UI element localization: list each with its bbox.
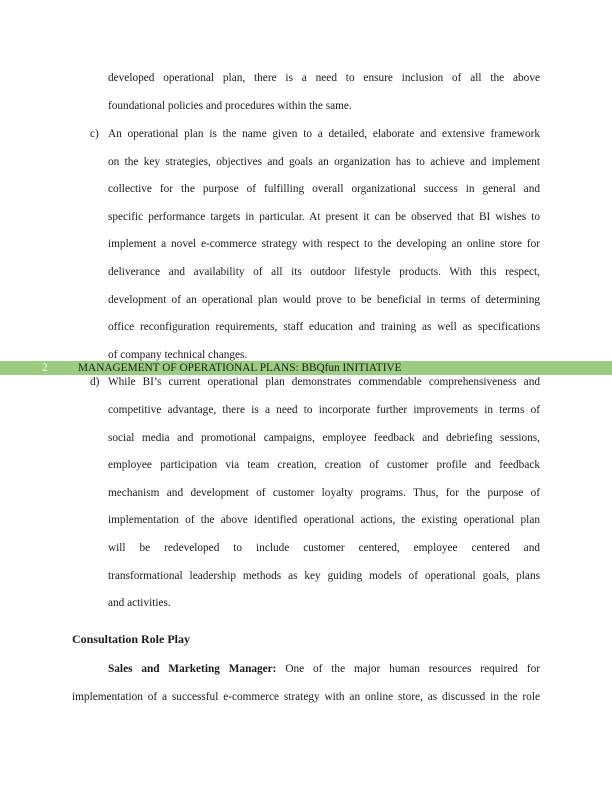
list-item-line: will be redeveloped to include customer centered, employee centered and	[108, 542, 540, 554]
list-item-line: mechanism and development of customer loyalty programs. Thus, for the purpose of	[108, 487, 540, 499]
list-item-line: implementation of the above identified operational actions, the existing operational plan	[108, 514, 540, 526]
section-heading: Consultation Role Play	[72, 632, 191, 646]
list-item-line: While BI’s current operational plan demonstrates commendable comprehensiveness and	[108, 376, 540, 388]
list-marker-d: d)	[90, 376, 100, 388]
running-title: MANAGEMENT OF OPERATIONAL PLANS: BBQfun INITIATIVE	[78, 362, 402, 374]
list-item-line: of company technical changes.	[108, 349, 248, 361]
list-item-line: competitive advantage, there is a need to incorporate further improvements in terms of	[108, 404, 540, 416]
list-item-line: implement a novel e-commerce strategy with respect to the developing an online store for	[108, 238, 540, 250]
paragraph-line: implementation of a successful e-commerce strategy with an online store, as discussed in the role	[72, 691, 540, 703]
list-item-line: deliverance and availability of all its outdoor lifestyle products. With this respect,	[108, 266, 540, 278]
list-item-line: social media and promotional campaigns, employee feedback and debriefing sessions,	[108, 432, 540, 444]
paragraph-line: foundational policies and procedures within the same.	[108, 100, 352, 112]
list-item-line: development of an operational plan would prove to be beneficial in terms of determining	[108, 294, 540, 306]
list-item-line: office reconfiguration requirements, staff education and training as well as specifications	[108, 321, 540, 333]
list-item-line: and activities.	[108, 597, 171, 609]
speaker-label: Sales and Marketing Manager:	[108, 663, 277, 675]
list-item-line: collective for the purpose of fulfilling overall organizational success in general and	[108, 183, 540, 195]
page-number: 2	[42, 362, 48, 374]
list-item-line: employee participation via team creation, creation of customer profile and feedback	[108, 459, 540, 471]
list-item-line: An operational plan is the name given to a detailed, elaborate and extensive framework	[108, 128, 540, 140]
speaker-text: One of the major human resources required for	[285, 663, 540, 675]
list-marker-c: c)	[90, 128, 99, 140]
paragraph-line	[108, 662, 540, 676]
paragraph-line: developed operational plan, there is a need to ensure inclusion of all the above	[108, 72, 540, 84]
list-item-line: on the key strategies, objectives and goals an organization has to achieve and implement	[108, 156, 540, 168]
running-header	[0, 361, 612, 375]
list-item-line: transformational leadership methods as key guiding models of operational goals, plans	[108, 570, 540, 582]
list-item-line: specific performance targets in particular. At present it can be observed that BI wishes to	[108, 211, 540, 223]
